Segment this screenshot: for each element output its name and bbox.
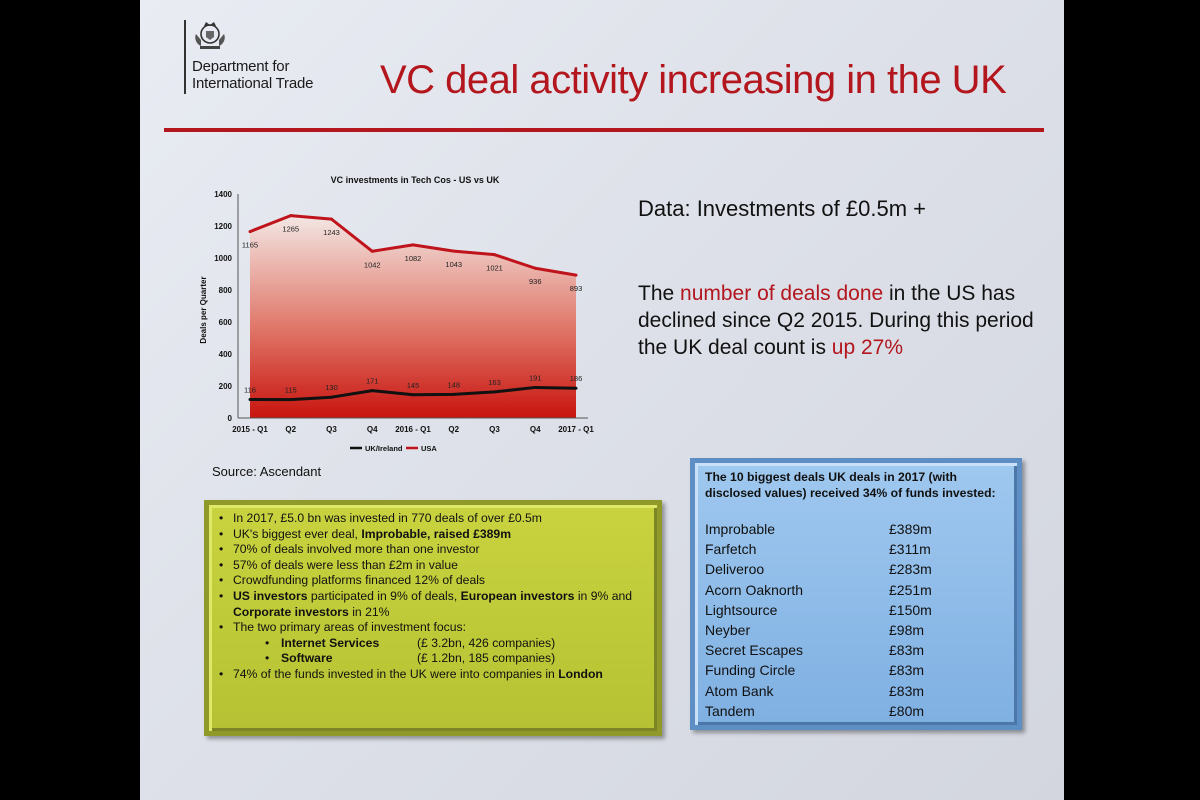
table-row xyxy=(705,600,932,620)
key-facts-list xyxy=(217,511,649,683)
data-label: 893 xyxy=(569,284,583,294)
list-item xyxy=(217,620,649,636)
deal-value: £283m xyxy=(889,561,932,578)
deal-value: £389m xyxy=(889,521,932,537)
fact-bold: Corporate investors xyxy=(233,604,349,619)
legend-label: USA xyxy=(421,444,437,453)
slide xyxy=(140,0,1064,800)
focus-area-label: Internet Services xyxy=(281,635,380,650)
data-point xyxy=(371,250,374,253)
deal-company: Improbable xyxy=(705,521,776,537)
deal-company: Acorn Oaknorth xyxy=(705,581,804,598)
focus-area-label: Software xyxy=(281,651,333,666)
deal-value: £150m xyxy=(889,601,932,618)
x-tick-label: 2017 - Q1 xyxy=(558,425,594,434)
fact-bold: Improbable, raised £389m xyxy=(361,526,512,541)
data-label: 1042 xyxy=(363,260,381,270)
data-label: 171 xyxy=(365,376,379,386)
top-deals-heading: The 10 biggest deals UK deals in 2017 (with disclosed values) received 34% of funds invested: xyxy=(705,470,996,500)
data-point xyxy=(493,390,496,393)
table-row xyxy=(705,580,932,600)
x-tick-label: Q3 xyxy=(326,425,337,434)
fact-text: The two primary areas of investment focus: xyxy=(233,620,467,635)
data-point xyxy=(534,267,537,270)
fact-text: In 2017, £5.0 bn was invested in 770 deals of over £0.5m xyxy=(233,511,542,525)
data-point xyxy=(330,218,333,221)
summary-part: in the US has declined since Q2 2015. During this period the UK deal count is xyxy=(638,282,1034,359)
y-tick-label: 200 xyxy=(218,382,232,391)
fact-text: Crowdfunding platforms financed 12% of deals xyxy=(233,573,486,588)
x-tick-label: Q4 xyxy=(366,425,378,434)
y-tick-label: 600 xyxy=(218,318,232,327)
y-tick-label: 1000 xyxy=(214,254,232,263)
fact-text: in 21% xyxy=(348,604,390,619)
top-deals-table xyxy=(705,519,932,721)
data-label: 115 xyxy=(284,385,297,395)
data-point xyxy=(249,230,252,233)
data-point xyxy=(371,389,374,392)
data-point xyxy=(534,386,537,389)
table-row xyxy=(705,539,932,559)
deal-value: £251m xyxy=(889,581,932,598)
data-point xyxy=(412,243,415,246)
fact-text: in 9% and xyxy=(574,588,633,603)
deal-company: Farfetch xyxy=(705,541,757,558)
table-row xyxy=(705,519,932,539)
table-row xyxy=(705,701,932,721)
list-item xyxy=(217,558,649,574)
data-label: 116 xyxy=(244,385,256,395)
y-axis-label: Deals per Quarter xyxy=(199,276,208,344)
data-label: 163 xyxy=(488,377,501,387)
data-point xyxy=(330,396,333,399)
data-label: 1021 xyxy=(486,263,503,273)
chart-legend xyxy=(350,444,437,453)
list-item xyxy=(217,651,649,667)
data-label: 191 xyxy=(528,373,542,383)
x-tick-label: Q4 xyxy=(529,425,541,434)
data-label: 1043 xyxy=(445,260,463,270)
deal-value: £80m xyxy=(889,702,925,719)
fact-text: 57% of deals were less than £2m in value xyxy=(233,557,458,572)
key-facts-box xyxy=(204,500,662,736)
deal-company: Neyber xyxy=(705,622,751,639)
fact-bold: European investors xyxy=(460,588,575,603)
data-label: 1165 xyxy=(241,240,259,250)
vc-investments-chart xyxy=(200,170,600,470)
deal-company: Atom Bank xyxy=(705,682,774,699)
x-tick-label: Q2 xyxy=(448,425,460,434)
list-item xyxy=(217,636,649,652)
data-label: 936 xyxy=(528,277,542,287)
deal-value: £83m xyxy=(889,682,925,699)
x-tick-label: 2015 - Q1 xyxy=(232,425,268,434)
data-point xyxy=(493,253,496,256)
list-item xyxy=(217,527,649,543)
deal-value: £83m xyxy=(889,662,925,679)
data-point xyxy=(575,387,578,390)
deal-company: Tandem xyxy=(705,702,755,719)
title-underline xyxy=(164,128,1044,132)
dit-logo xyxy=(184,18,334,98)
list-item xyxy=(217,667,649,683)
focus-area-value: (£ 3.2bn, 426 companies) xyxy=(417,635,556,650)
list-item xyxy=(217,542,649,558)
data-point xyxy=(575,274,578,277)
list-item xyxy=(217,589,649,620)
data-point xyxy=(452,393,455,396)
fact-bold: US investors xyxy=(233,588,308,603)
fact-text: UK's biggest ever deal, xyxy=(233,526,362,541)
data-point xyxy=(452,250,455,253)
chart-title: VC investments in Tech Cos - US vs UK xyxy=(330,175,500,185)
source-note: Source: Ascendant xyxy=(212,464,322,479)
data-label: 186 xyxy=(569,374,583,384)
data-point xyxy=(412,393,415,396)
department-name: Department for International Trade xyxy=(192,58,314,92)
data-label: 148 xyxy=(447,380,461,390)
data-label: 1243 xyxy=(323,228,340,238)
table-row xyxy=(705,660,932,680)
y-tick-label: 0 xyxy=(227,414,232,423)
table-row xyxy=(705,620,932,640)
deal-value: £98m xyxy=(889,622,925,639)
y-tick-label: 400 xyxy=(218,350,232,359)
slide-title: VC deal activity increasing in the UK xyxy=(380,58,1007,102)
fact-text: 74% of the funds invested in the UK were into companies in xyxy=(233,666,559,681)
data-point xyxy=(249,398,252,401)
summary-highlight-deals: number of deals done xyxy=(680,282,884,305)
data-point xyxy=(289,398,292,401)
logo-rule xyxy=(184,20,186,94)
deal-value: £83m xyxy=(889,642,925,659)
y-tick-label: 1400 xyxy=(214,190,232,199)
table-row xyxy=(705,681,932,701)
fact-bold: London xyxy=(558,666,603,681)
fact-text: 70% of deals involved more than one investor xyxy=(233,542,480,557)
table-row xyxy=(705,640,932,660)
table-row xyxy=(705,559,932,579)
focus-area-value: (£ 1.2bn, 185 companies) xyxy=(417,651,556,666)
deal-value: £311m xyxy=(889,541,931,558)
deal-company: Funding Circle xyxy=(705,662,796,679)
x-tick-label: Q2 xyxy=(285,425,297,434)
summary-highlight-growth: up 27% xyxy=(831,336,904,359)
data-label: 1082 xyxy=(404,253,422,263)
deal-company: Lightsource xyxy=(705,601,778,618)
royal-crest-icon xyxy=(192,20,228,52)
legend-label: UK/Ireland xyxy=(365,444,403,453)
data-label: 130 xyxy=(325,383,338,393)
fact-text: participated in 9% of deals, xyxy=(307,588,461,603)
summary-part: The xyxy=(638,282,681,305)
x-tick-label: 2016 - Q1 xyxy=(395,425,431,434)
y-tick-label: 1200 xyxy=(214,222,232,231)
data-point xyxy=(289,214,292,217)
list-item xyxy=(217,511,649,527)
deal-company: Secret Escapes xyxy=(705,642,804,659)
top-deals-box xyxy=(690,458,1022,730)
list-item xyxy=(217,573,649,589)
data-heading: Data: Investments of £0.5m + xyxy=(638,196,926,221)
summary-text xyxy=(638,280,1038,361)
data-label: 1265 xyxy=(282,224,300,234)
data-label: 145 xyxy=(406,380,420,390)
y-tick-label: 800 xyxy=(218,286,232,295)
x-tick-label: Q3 xyxy=(489,425,500,434)
top-deals-rows xyxy=(705,519,932,721)
deal-company: Deliveroo xyxy=(705,561,765,578)
